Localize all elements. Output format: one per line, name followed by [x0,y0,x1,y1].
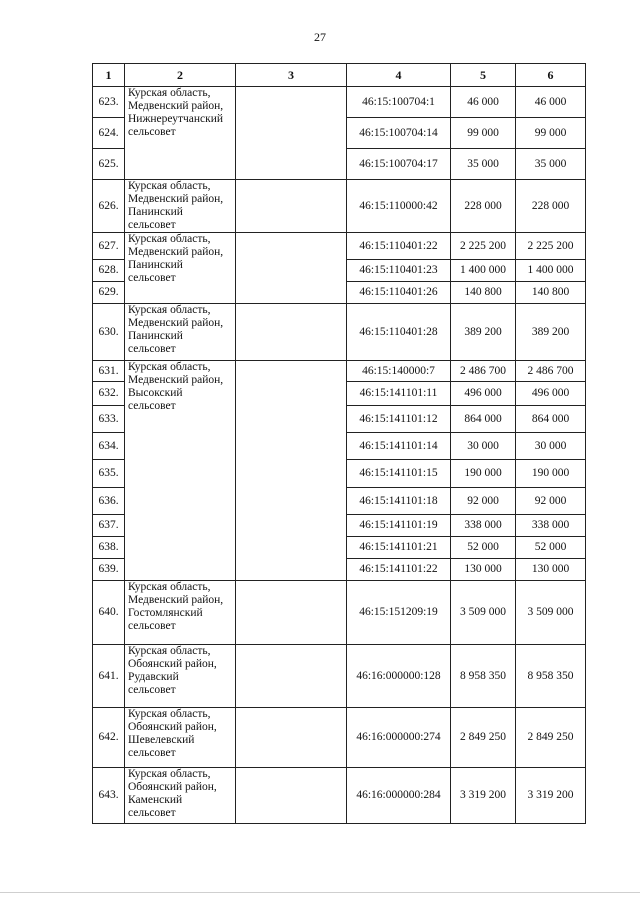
value-col-5: 228 000 [451,180,516,233]
address-cell: Курская область, Обоянский район, Каменский сельсовет [125,768,236,824]
value-col-5: 190 000 [451,460,516,488]
address-cell: Курская область, Обоянский район, Шевелевский сельсовет [125,708,236,768]
value-col-6: 130 000 [516,559,586,581]
empty-cell [236,87,347,180]
cadastral-number: 46:15:141101:19 [347,515,451,537]
value-col-6: 8 958 350 [516,645,586,708]
cadastral-number: 46:15:141101:12 [347,406,451,433]
address-cell: Курская область, Медвенский район, Нижнереутчанский сельсовет [125,87,236,180]
value-col-5: 35 000 [451,149,516,180]
value-col-5: 46 000 [451,87,516,118]
cadastral-number: 46:15:100704:14 [347,118,451,149]
cadastral-number: 46:15:110401:22 [347,233,451,260]
row-number: 634. [93,433,125,460]
header-col-1: 1 [93,64,125,87]
value-col-6: 140 800 [516,282,586,304]
row-number: 626. [93,180,125,233]
value-col-6: 2 486 700 [516,361,586,382]
address-cell: Курская область, Медвенский район, Панинский сельсовет [125,304,236,361]
table-row [93,87,586,118]
value-col-5: 52 000 [451,537,516,559]
cadastral-number: 46:16:000000:284 [347,768,451,824]
table-header-row [93,64,586,87]
header-col-4: 4 [347,64,451,87]
value-col-5: 140 800 [451,282,516,304]
cadastral-number: 46:15:141101:18 [347,488,451,515]
empty-cell [236,233,347,304]
value-col-6: 3 509 000 [516,581,586,645]
table-row [93,180,586,233]
value-col-6: 1 400 000 [516,260,586,282]
value-col-5: 3 509 000 [451,581,516,645]
value-col-5: 2 849 250 [451,708,516,768]
empty-cell [236,708,347,768]
value-col-5: 130 000 [451,559,516,581]
row-number: 627. [93,233,125,260]
header-col-5: 5 [451,64,516,87]
row-number: 623. [93,87,125,118]
cadastral-number: 46:15:141101:22 [347,559,451,581]
address-cell: Курская область, Медвенский район, Гостомлянский сельсовет [125,581,236,645]
cadastral-number: 46:15:141101:14 [347,433,451,460]
row-number: 624. [93,118,125,149]
table-row [93,361,586,382]
value-col-6: 99 000 [516,118,586,149]
value-col-6: 2 225 200 [516,233,586,260]
land-parcels-table [92,63,586,824]
value-col-6: 35 000 [516,149,586,180]
value-col-6: 52 000 [516,537,586,559]
row-number: 635. [93,460,125,488]
row-number: 633. [93,406,125,433]
cadastral-number: 46:15:110000:42 [347,180,451,233]
cadastral-number: 46:15:110401:26 [347,282,451,304]
cadastral-number: 46:15:151209:19 [347,581,451,645]
row-number: 642. [93,708,125,768]
header-col-2: 2 [125,64,236,87]
address-cell: Курская область, Обоянский район, Рудавский сельсовет [125,645,236,708]
row-number: 638. [93,537,125,559]
table-row [93,233,586,260]
value-col-6: 2 849 250 [516,708,586,768]
empty-cell [236,180,347,233]
row-number: 641. [93,645,125,708]
value-col-6: 30 000 [516,433,586,460]
empty-cell [236,645,347,708]
row-number: 637. [93,515,125,537]
value-col-6: 496 000 [516,382,586,406]
page-bottom-edge [0,892,640,894]
address-cell: Курская область, Медвенский район, Панинский сельсовет [125,180,236,233]
row-number: 628. [93,260,125,282]
cadastral-number: 46:15:140000:7 [347,361,451,382]
row-number: 639. [93,559,125,581]
table-row [93,645,586,708]
cadastral-number: 46:16:000000:274 [347,708,451,768]
header-col-6: 6 [516,64,586,87]
page-number: 27 [314,30,326,44]
cadastral-number: 46:15:141101:21 [347,537,451,559]
value-col-5: 496 000 [451,382,516,406]
value-col-5: 338 000 [451,515,516,537]
empty-cell [236,304,347,361]
table-row [93,768,586,824]
cadastral-number: 46:15:141101:11 [347,382,451,406]
cadastral-number: 46:16:000000:128 [347,645,451,708]
row-number: 643. [93,768,125,824]
value-col-5: 99 000 [451,118,516,149]
value-col-6: 228 000 [516,180,586,233]
table-row [93,581,586,645]
value-col-5: 1 400 000 [451,260,516,282]
value-col-6: 46 000 [516,87,586,118]
cadastral-number: 46:15:141101:15 [347,460,451,488]
address-cell: Курская область, Медвенский район, Панинский сельсовет [125,233,236,304]
value-col-5: 864 000 [451,406,516,433]
value-col-5: 92 000 [451,488,516,515]
cadastral-number: 46:15:100704:1 [347,87,451,118]
row-number: 629. [93,282,125,304]
row-number: 632. [93,382,125,406]
row-number: 630. [93,304,125,361]
header-col-3: 3 [236,64,347,87]
row-number: 631. [93,361,125,382]
cadastral-number: 46:15:100704:17 [347,149,451,180]
empty-cell [236,581,347,645]
value-col-6: 338 000 [516,515,586,537]
value-col-5: 389 200 [451,304,516,361]
empty-cell [236,768,347,824]
value-col-6: 3 319 200 [516,768,586,824]
row-number: 625. [93,149,125,180]
value-col-6: 190 000 [516,460,586,488]
cadastral-number: 46:15:110401:28 [347,304,451,361]
value-col-5: 30 000 [451,433,516,460]
table-row [93,304,586,361]
address-cell: Курская область, Медвенский район, Высокский сельсовет [125,361,236,581]
value-col-5: 2 225 200 [451,233,516,260]
value-col-6: 389 200 [516,304,586,361]
value-col-5: 8 958 350 [451,645,516,708]
value-col-6: 864 000 [516,406,586,433]
value-col-5: 2 486 700 [451,361,516,382]
value-col-5: 3 319 200 [451,768,516,824]
empty-cell [236,361,347,581]
row-number: 640. [93,581,125,645]
value-col-6: 92 000 [516,488,586,515]
table-row [93,708,586,768]
row-number: 636. [93,488,125,515]
cadastral-number: 46:15:110401:23 [347,260,451,282]
